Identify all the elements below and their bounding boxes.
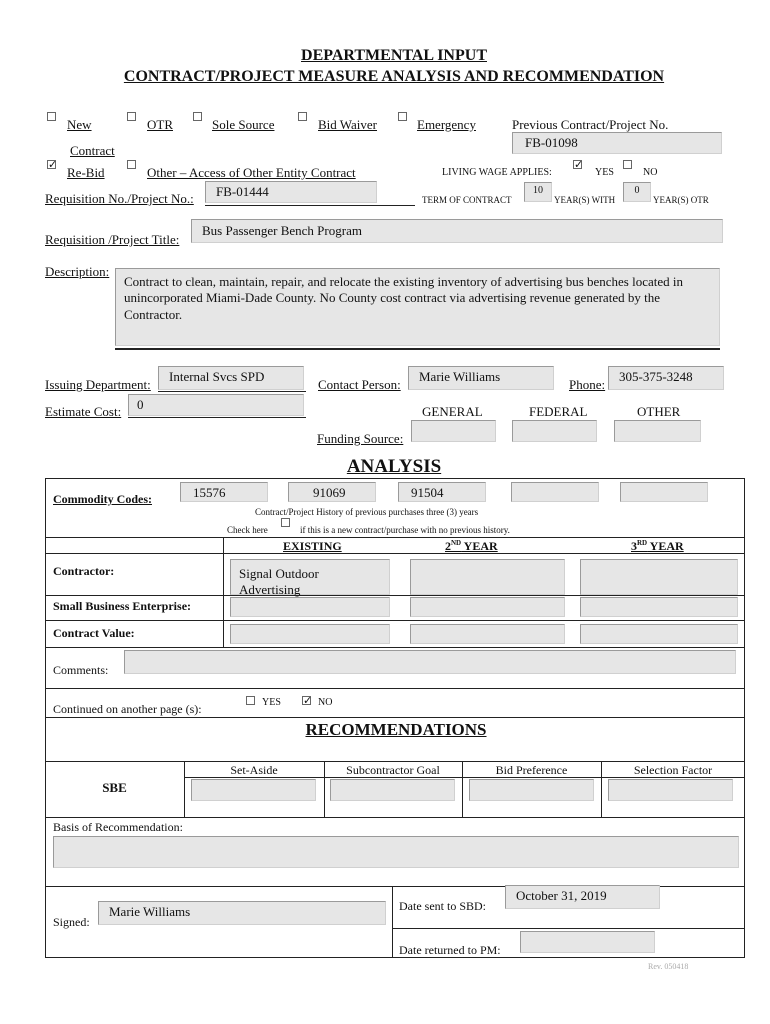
- selection-factor-field[interactable]: [608, 779, 733, 801]
- funding-general-field[interactable]: [411, 420, 496, 442]
- description-field[interactable]: Contract to clean, maintain, repair, and relocate the existing inventory of advertising bus benches located in unincorporated Miami-Dade County. No County cost contract via advertising revenue generated by the Contractor.: [115, 268, 720, 346]
- contractor-3rd-year-field[interactable]: [580, 559, 738, 595]
- commodity-code-5[interactable]: [620, 482, 708, 502]
- basis-field[interactable]: [53, 836, 739, 868]
- other-label: Other – Access of Other Entity Contract: [147, 165, 356, 180]
- contract-value-label: Contract Value:: [53, 626, 135, 640]
- funding-source-label: Funding Source:: [317, 431, 404, 446]
- issuing-dept-field[interactable]: Internal Svcs SPD: [158, 366, 304, 390]
- bid-preference-field[interactable]: [469, 779, 594, 801]
- funding-other-label: OTHER: [637, 404, 681, 419]
- term-years-field[interactable]: 10: [524, 182, 552, 202]
- otr-checkbox[interactable]: [127, 112, 136, 121]
- rebid-checkbox[interactable]: ✓: [48, 158, 58, 171]
- contractor-2nd-year-field[interactable]: [410, 559, 565, 595]
- new-contract-label: Contract: [70, 143, 115, 158]
- history-text: Contract/Project History of previous purchases three (3) years: [255, 507, 479, 517]
- continued-yes-checkbox[interactable]: [246, 696, 255, 705]
- check-here-rest: if this is a new contract/purchase with no previous history.: [300, 525, 510, 535]
- living-wage-yes-label: YES: [595, 167, 614, 178]
- contractor-label: Contractor:: [53, 564, 115, 578]
- subcontractor-goal-field[interactable]: [330, 779, 455, 801]
- sole-source-checkbox[interactable]: [193, 112, 202, 121]
- funding-general-label: GENERAL: [422, 404, 483, 419]
- emergency-label: Emergency: [417, 117, 476, 132]
- sbe-3rd-year-field[interactable]: [580, 597, 738, 617]
- comments-field[interactable]: [124, 650, 736, 674]
- continued-yes-label: YES: [262, 697, 281, 708]
- commodity-code-2[interactable]: 91069: [288, 482, 376, 502]
- revision-text: Rev. 050418: [648, 962, 689, 971]
- funding-federal-field[interactable]: [512, 420, 597, 442]
- living-wage-yes-checkbox[interactable]: ✓: [574, 158, 584, 171]
- term-otr-field[interactable]: 0: [623, 182, 651, 202]
- term-years-label: YEAR(S) WITH: [554, 195, 616, 205]
- contractor-existing-field[interactable]: Signal Outdoor Advertising: [230, 559, 390, 595]
- analysis-heading: ANALYSIS: [346, 456, 442, 477]
- contact-person-label: Contact Person:: [318, 377, 401, 392]
- form-subtitle: CONTRACT/PROJECT MEASURE ANALYSIS AND RECOMMENDATION: [123, 68, 665, 85]
- emergency-checkbox[interactable]: [398, 112, 407, 121]
- phone-field[interactable]: 305-375-3248: [608, 366, 724, 390]
- second-year-header: 2ND YEAR: [445, 539, 498, 553]
- rebid-label: Re-Bid: [67, 165, 105, 180]
- otr-label: OTR: [147, 117, 173, 132]
- project-title-label: Requisition /Project Title:: [45, 232, 180, 247]
- commodity-codes-label: Commodity Codes:: [53, 492, 152, 506]
- set-aside-header: Set-Aside: [230, 763, 278, 777]
- set-aside-field[interactable]: [191, 779, 316, 801]
- date-sent-field[interactable]: October 31, 2019: [505, 885, 660, 909]
- project-title-field[interactable]: Bus Passenger Bench Program: [191, 219, 723, 243]
- signed-field[interactable]: Marie Williams: [98, 901, 386, 925]
- existing-header: EXISTING: [283, 539, 342, 553]
- term-label: TERM OF CONTRACT: [422, 195, 512, 205]
- sbe-label: Small Business Enterprise:: [53, 599, 192, 613]
- estimate-cost-label: Estimate Cost:: [45, 404, 122, 419]
- continued-no-label: NO: [318, 697, 333, 708]
- living-wage-no-label: NO: [643, 167, 658, 178]
- previous-contract-field[interactable]: FB-01098: [512, 132, 722, 154]
- description-label: Description:: [45, 264, 110, 279]
- bid-waiver-checkbox[interactable]: [298, 112, 307, 121]
- contact-person-field[interactable]: Marie Williams: [408, 366, 554, 390]
- commodity-code-1[interactable]: 15576: [180, 482, 268, 502]
- form-title: DEPARTMENTAL INPUT: [301, 47, 487, 64]
- selection-factor-header: Selection Factor: [633, 763, 713, 777]
- living-wage-label: LIVING WAGE APPLIES:: [442, 167, 552, 178]
- other-checkbox[interactable]: [127, 160, 136, 169]
- estimate-cost-field[interactable]: 0: [128, 394, 304, 416]
- signed-label: Signed:: [53, 915, 90, 929]
- commodity-code-4[interactable]: [511, 482, 599, 502]
- date-sent-label: Date sent to SBD:: [399, 899, 486, 913]
- third-year-header: 3RD YEAR: [631, 539, 684, 553]
- phone-label: Phone:: [569, 377, 606, 392]
- issuing-dept-label: Issuing Department:: [45, 377, 151, 392]
- bid-preference-header: Bid Preference: [495, 763, 568, 777]
- funding-federal-label: FEDERAL: [529, 404, 588, 419]
- sole-source-label: Sole Source: [212, 117, 275, 132]
- recommendations-heading: RECOMMENDATIONS: [305, 720, 487, 739]
- funding-other-field[interactable]: [614, 420, 701, 442]
- continued-label: Continued on another page (s):: [53, 702, 202, 716]
- date-returned-field[interactable]: [520, 931, 655, 953]
- check-here-text: Check here: [227, 525, 268, 535]
- subcontractor-goal-header: Subcontractor Goal: [346, 763, 440, 777]
- living-wage-no-checkbox[interactable]: [623, 160, 632, 169]
- bid-waiver-label: Bid Waiver: [318, 117, 378, 132]
- basis-label: Basis of Recommendation:: [53, 820, 183, 834]
- value-2nd-year-field[interactable]: [410, 624, 565, 644]
- no-history-checkbox[interactable]: [281, 518, 290, 527]
- new-checkbox[interactable]: [47, 112, 56, 121]
- sbe-2nd-year-field[interactable]: [410, 597, 565, 617]
- requisition-label: Requisition No./Project No.:: [45, 191, 194, 206]
- term-otr-label: YEAR(S) OTR: [653, 195, 709, 205]
- value-3rd-year-field[interactable]: [580, 624, 738, 644]
- previous-contract-label: Previous Contract/Project No.: [512, 117, 669, 132]
- sbe-row-label: SBE: [102, 780, 127, 795]
- comments-label: Comments:: [53, 663, 109, 677]
- value-existing-field[interactable]: [230, 624, 390, 644]
- requisition-field[interactable]: FB-01444: [205, 181, 377, 203]
- date-returned-label: Date returned to PM:: [399, 943, 501, 957]
- commodity-code-3[interactable]: 91504: [398, 482, 486, 502]
- new-label: New: [67, 117, 92, 132]
- sbe-existing-field[interactable]: [230, 597, 390, 617]
- continued-no-checkbox[interactable]: ✓: [303, 694, 313, 707]
